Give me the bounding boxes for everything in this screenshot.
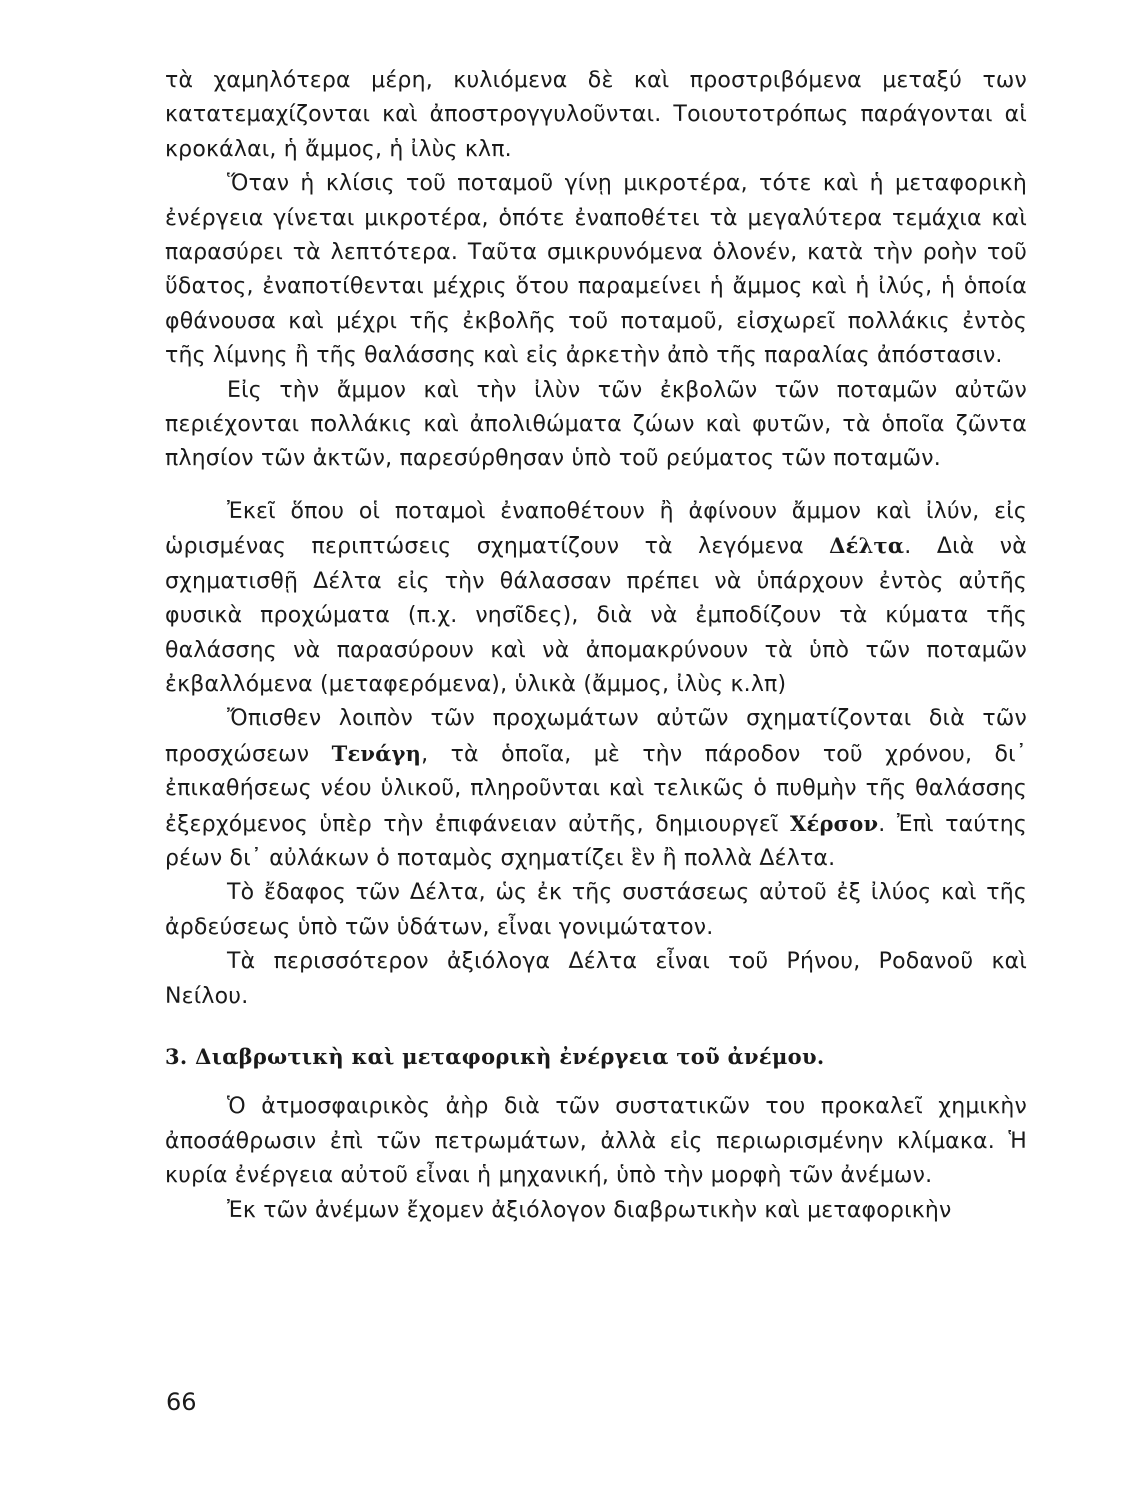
paragraph-6: Τὸ ἔδαφος τῶν Δέλτα, ὡς ἐκ τῆς συστάσεως αὐτοῦ ἐξ ἰλύος καὶ τῆς ἀρδεύσεως ὑπὸ τῶν ὑδάτων, εἶναι γονιμώτατον. bbox=[165, 880, 1027, 940]
section-paragraph-1: Ὁ ἀτμοσφαιρικὸς ἀὴρ διὰ τῶν συστατικῶν του προκαλεῖ χημικὴν ἀποσάθρωσιν ἐπὶ τῶν πετρωμάτων, ἀλλὰ εἰς περιωρισμένην κλίμακα. Ἡ κυρία ἐνέργεια αὐτοῦ εἶναι ἡ μηχανική, ὑπὸ τὴν μορφὴ τῶν ἀνέμων. bbox=[165, 1094, 1027, 1189]
section-heading: 3. Διαβρωτικὴ καὶ μεταφορικὴ ἐνέργεια τοῦ ἀνέμου. bbox=[165, 1043, 825, 1069]
section-paragraph-2: Ἐκ τῶν ἀνέμων ἔχομεν ἀξιόλογον διαβρωτικὴν καὶ μεταφορικὴν bbox=[227, 1197, 952, 1223]
page-number: 66 bbox=[166, 1388, 197, 1416]
paragraph-4: Ἐκεῖ ὅπου οἱ ποταμοὶ ἐναποθέτουν ἢ ἀφίνουν ἄμμον καὶ ἰλύν, εἰς ὡρισμένας περιπτώσεις σχηματίζουν τὰ λεγόμενα Δέλτα. Διὰ νὰ σχηματισθῇ Δέλτα εἰς τὴν θάλασσαν πρέπει νὰ ὑπάρχουν ἐντὸς αὐτῆς φυσικὰ προχώματα (π.χ. νησῖδες), διὰ νὰ ἐμποδίζουν τὰ κύματα τῆς θαλάσσης νὰ παρασύρουν καὶ νὰ ἀπομακρύνουν τὰ ὑπὸ τῶν ποταμῶν ἐκβαλλόμενα (μεταφερόμενα), ὑλικὰ (ἄμμος, ἰλὺς κ.λπ) bbox=[165, 498, 1027, 697]
term-delta: Δέλτα bbox=[829, 533, 905, 559]
term-cherson: Χέρσον bbox=[789, 810, 879, 836]
paragraph-5: Ὄπισθεν λοιπὸν τῶν προχωμάτων αὐτῶν σχηματίζονται διὰ τῶν προσχώσεων Τενάγη, τὰ ὁποῖα, μὲ τὴν πάροδον τοῦ χρόνου, δι᾽ ἐπικαθήσεως νέου ὑλικοῦ, πληροῦνται καὶ τελικῶς ὁ πυθμὴν τῆς θαλάσσης ἐξερχόμενος ὑπὲρ τὴν ἐπιφάνειαν αὐτῆς, δημιουργεῖ Χέρσον. Ἐπὶ ταύτης ρέων δι᾽ αὐλάκων ὁ ποταμὸς σχηματίζει ἓν ἢ πολλὰ Δέλτα. bbox=[165, 706, 1028, 871]
paragraph-3: Εἰς τὴν ἄμμον καὶ τὴν ἰλὺν τῶν ἐκβολῶν τῶν ποταμῶν αὐτῶν περιέχονται πολλάκις καὶ ἀπολιθώματα ζώων καὶ φυτῶν, τὰ ὁποῖα ζῶντα πλησίον τῶν ἀκτῶν, παρεσύρθησαν ὑπὸ τοῦ ρεύματος τῶν ποταμῶν. bbox=[165, 377, 1027, 472]
paragraph-2: Ὅταν ἡ κλίσις τοῦ ποταμοῦ γίνῃ μικροτέρα, τότε καὶ ἡ μεταφορικὴ ἐνέργεια γίνεται μικροτέρα, ὁπότε ἐναποθέτει τὰ μεγαλύτερα τεμάχια καὶ παρασύρει τὰ λεπτότερα. Ταῦτα σμικρυνόμενα ὁλονέν, κατὰ τὴν ροὴν τοῦ ὕδατος, ἐναποτίθενται μέχρις ὅτου παραμείνει ἡ ἄμμος καὶ ἡ ἰλύς, ἡ ὁποία φθάνουσα καὶ μέχρι τῆς ἐκβολῆς τοῦ ποταμοῦ, εἰσχωρεῖ πολλάκις ἐντὸς τῆς λίμνης ἢ τῆς θαλάσσης καὶ εἰς ἀρκετὴν ἀπὸ τῆς παραλίας ἀπόστασιν. bbox=[165, 171, 1027, 369]
body-text bbox=[165, 64, 1027, 1228]
term-tenagi: Τενάγη bbox=[331, 740, 422, 766]
paragraph-7: Τὰ περισσότερον ἀξιόλογα Δέλτα εἶναι τοῦ Ρήνου, Ροδανοῦ καὶ Νείλου. bbox=[165, 949, 1027, 1009]
paragraph-1: τὰ χαμηλότερα μέρη, κυλιόμενα δὲ καὶ προστριβόμενα μεταξύ των κατατεμαχίζονται καὶ ἀποστρογγυλοῦνται. Τοιουτοτρόπως παράγονται αἱ κροκάλαι, ἡ ἄμμος, ἡ ἰλὺς κλπ. bbox=[165, 68, 1027, 162]
